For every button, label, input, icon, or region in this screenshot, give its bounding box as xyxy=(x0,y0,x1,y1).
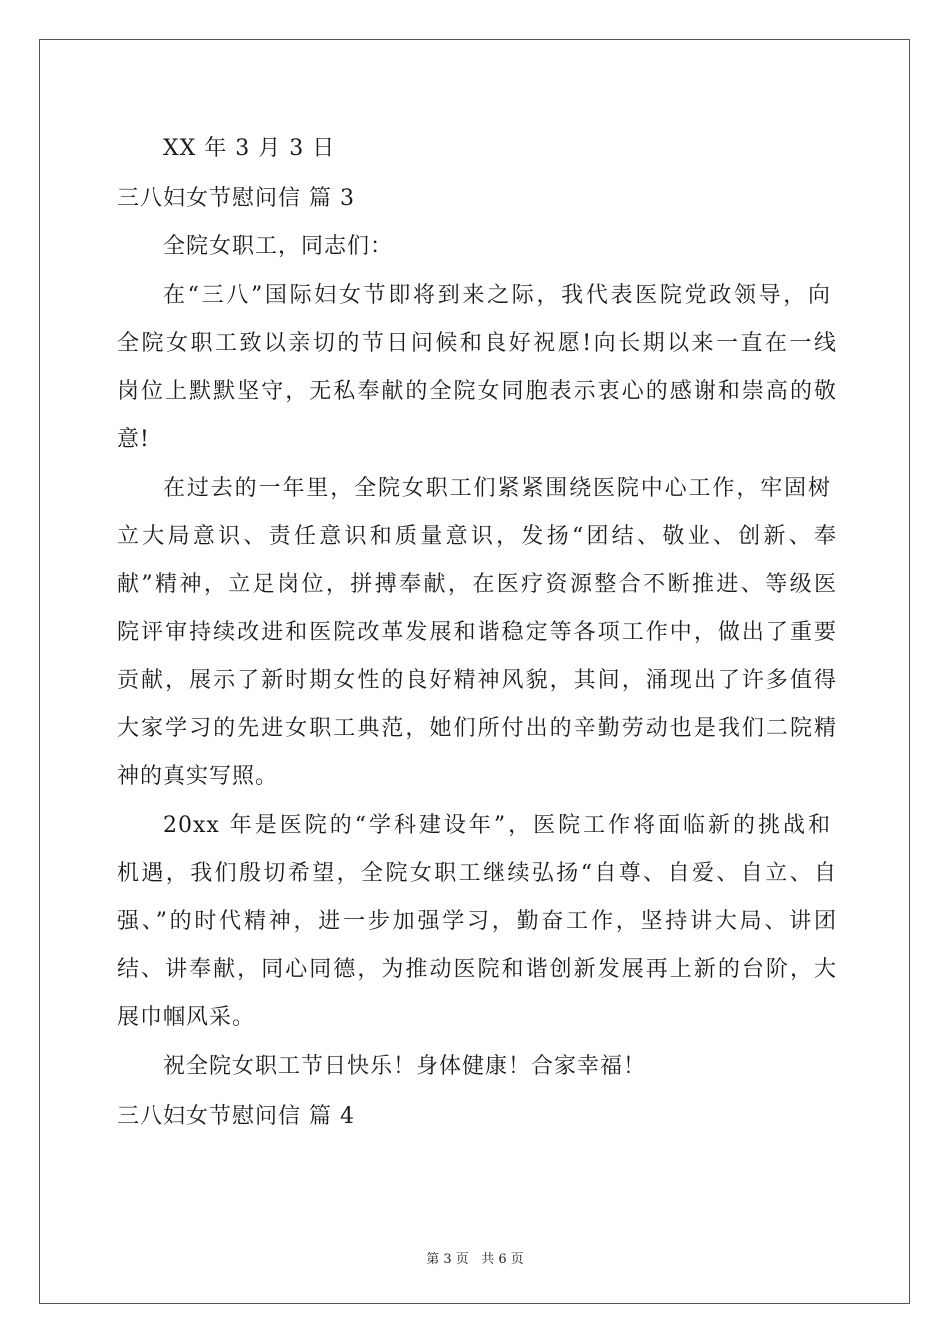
paragraph-2-line: 神的真实写照。 xyxy=(117,764,279,789)
paragraph-3-line: 强、”的时代精神，进一步加强学习，勤奋工作，坚持讲大局、讲团 xyxy=(117,909,837,934)
paragraph-2-line: 院评审持续改进和医院改革发展和谐稳定等各项工作中，做出了重要 xyxy=(117,620,837,645)
paragraph-3-line: 20xx 年是医院的“学科建设年”，医院工作将面临新的挑战和 xyxy=(163,813,831,838)
heading-section-4: 三八妇女节慰问信 篇 4 xyxy=(117,1104,355,1129)
paragraph-1-line: 在“三八”国际妇女节即将到来之际，我代表医院党政领导，向 xyxy=(163,283,831,308)
closing-line: 祝全院女职工节日快乐！身体健康！合家幸福！ xyxy=(163,1054,647,1079)
paragraph-1-line: 意! xyxy=(117,427,150,452)
paragraph-1-line: 岗位上默默坚守，无私奉献的全院女同胞表示衷心的感谢和崇高的敬 xyxy=(117,379,837,404)
paragraph-3-line: 结、讲奉献，同心同德，为推动医院和谐创新发展再上新的台阶，大 xyxy=(117,957,837,982)
page-number: 第 3 页 xyxy=(426,1252,469,1267)
salutation: 全院女职工，同志们： xyxy=(163,234,394,259)
paragraph-3-line: 展巾帼风采。 xyxy=(117,1005,256,1030)
paragraph-2-line: 立大局意识、责任意识和质量意识，发扬“团结、敬业、创新、奉 xyxy=(117,524,837,549)
page-total: 共 6 页 xyxy=(481,1252,524,1267)
paragraph-1-line: 全院女职工致以亲切的节日问候和良好祝愿!向长期以来一直在一线 xyxy=(117,331,837,356)
heading-section-3: 三八妇女节慰问信 篇 3 xyxy=(117,186,355,211)
page-footer xyxy=(0,1248,950,1267)
date-line: XX 年 3 月 3 日 xyxy=(163,136,336,161)
paragraph-2-line: 在过去的一年里，全院女职工们紧紧围绕医院中心工作，牢固树 xyxy=(163,476,831,501)
paragraph-2-line: 贡献，展示了新时期女性的良好精神风貌，其间，涌现出了许多值得 xyxy=(117,668,837,693)
paragraph-3-line: 机遇，我们殷切希望，全院女职工继续弘扬“自尊、自爱、自立、自 xyxy=(117,861,837,886)
paragraph-2-line: 献”精神，立足岗位，拼搏奉献，在医疗资源整合不断推进、等级医 xyxy=(117,572,837,597)
paragraph-2-line: 大家学习的先进女职工典范，她们所付出的辛勤劳动也是我们二院精 xyxy=(117,716,837,741)
